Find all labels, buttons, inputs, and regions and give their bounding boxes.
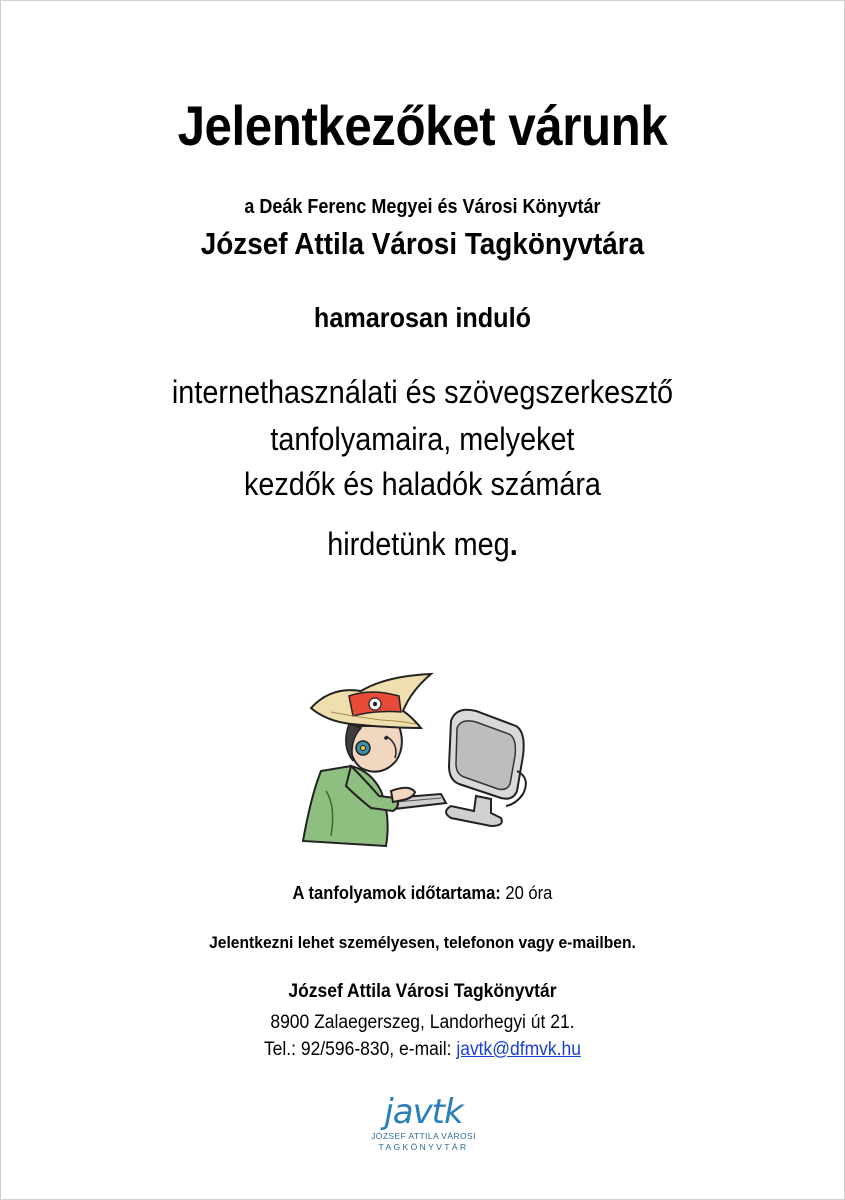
course-description-line-1: internethasználati és szövegszerkesztő [171,374,673,410]
email-link[interactable]: javtk@dfmvk.hu [456,1039,581,1060]
person-at-computer-illustration [291,666,541,856]
course-description-line-3: kezdők és haladók számára [243,466,601,502]
contact-phone-email [35,1039,811,1061]
contact-phone: Tel.: 92/596-830, e-mail: [263,1039,457,1060]
course-duration-label: A tanfolyamok időtartama: [292,883,501,903]
upcoming-label: hamarosan induló [313,302,531,333]
javtk-logo [361,1093,486,1163]
library-parent-name: a Deák Ferenc Megyei és Városi Könyvtár [244,196,601,218]
course-description-line-4-text: hirdetünk meg [327,526,510,562]
logo-text-line-1: JÓZSEF ATTILA VÁROSI [371,1131,476,1141]
course-description-line-4 [43,526,802,563]
library-branch-name: József Attila Városi Tagkönyvtára [200,226,645,261]
course-duration-value: 20 óra [500,883,553,903]
contact-library-name: József Attila Városi Tagkönyvtár [288,981,557,1002]
apply-instructions: Jelentkezni lehet személyesen, telefonon vagy e-mailben. [209,933,636,952]
course-duration [35,883,811,904]
course-description-line-2: tanfolyamaira, melyeket [270,421,575,457]
person-at-computer-icon [291,666,541,856]
page-title: Jelentkezőket várunk [177,94,668,157]
logo-mark: javtk [384,1092,463,1132]
course-description-period: . [509,526,518,562]
logo-text-line-2: TAGKÖNYVTÁR [378,1142,469,1152]
contact-address: 8900 Zalaegerszeg, Landorhegyi út 21. [270,1012,575,1033]
